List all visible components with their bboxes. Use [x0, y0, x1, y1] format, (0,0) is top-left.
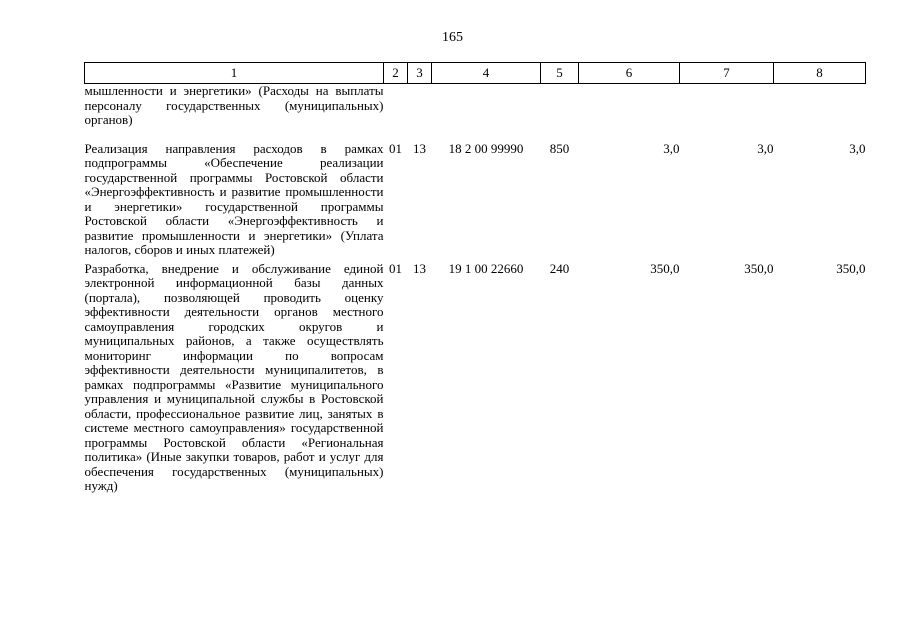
table-row: [85, 142, 866, 262]
header-col-5: 5: [541, 63, 579, 84]
row-amount-1: 3,0: [663, 140, 680, 156]
row-subsection: 13: [413, 140, 426, 156]
header-col-8: 8: [774, 63, 866, 84]
row-description: Реализация направления расходов в рамках подпрограммы «Обеспечение реализации государственной программы Ростовской области «Энергоэффективность и развитие промышленности и энергетики» государственной программы Ростовской области «Энергоэффективность и развитие промышленности и энергетики» (Уплата налогов, сборов и иных платежей): [84, 140, 384, 257]
row-section: 01: [389, 140, 402, 156]
row-amount-1: 350,0: [650, 260, 680, 276]
row-amount-3: 350,0: [836, 260, 866, 276]
row-description: мышленности и энергетики» (Расходы на выплаты персоналу государственных (муниципальных) органов): [84, 83, 384, 127]
row-amount-3: [774, 84, 866, 142]
page-number: 165: [442, 30, 463, 45]
table-row: [85, 262, 866, 494]
header-col-3: 3: [408, 63, 432, 84]
header-row: [85, 63, 866, 84]
row-amount-2: [680, 84, 774, 142]
row-target-code: [432, 84, 541, 142]
row-section: [384, 84, 408, 142]
row-target-code: 19 1 00 22660: [448, 260, 524, 276]
header-col-1: 1: [85, 63, 384, 84]
header-col-4: 4: [432, 63, 541, 84]
row-expense-type: 240: [549, 260, 570, 276]
budget-table: [84, 62, 866, 494]
row-amount-3: 3,0: [849, 140, 866, 156]
row-amount-2: 3,0: [757, 140, 774, 156]
header-col-6: 6: [579, 63, 680, 84]
row-amount-2: 350,0: [744, 260, 774, 276]
row-section: 01: [389, 260, 402, 276]
row-target-code: 18 2 00 99990: [448, 140, 524, 156]
table-row: [85, 84, 866, 142]
row-subsection: 13: [413, 260, 426, 276]
row-expense-type: 850: [549, 140, 570, 156]
row-expense-type: [541, 84, 579, 142]
header-col-7: 7: [680, 63, 774, 84]
row-amount-1: [579, 84, 680, 142]
header-col-2: 2: [384, 63, 408, 84]
row-description: Разработка, внедрение и обслуживание единой электронной информационной базы данных (портала), позволяющей проводить оценку эффективности деятельности органов местного самоуправления городских округов и муниципальных районов, а также осуществлять мониторинг информации по вопросам эффективности деятельности муниципалитетов, в рамках подпрограммы «Развитие муниципального управления и муниципальной службы в Ростовской области, профессиональное развитие лиц, занятых в системе местного самоуправления» государственной программы Ростовской области «Региональная политика» (Иные закупки товаров, работ и услуг для обеспечения государственных (муниципальных) нужд): [84, 260, 384, 493]
row-subsection: [408, 84, 432, 142]
